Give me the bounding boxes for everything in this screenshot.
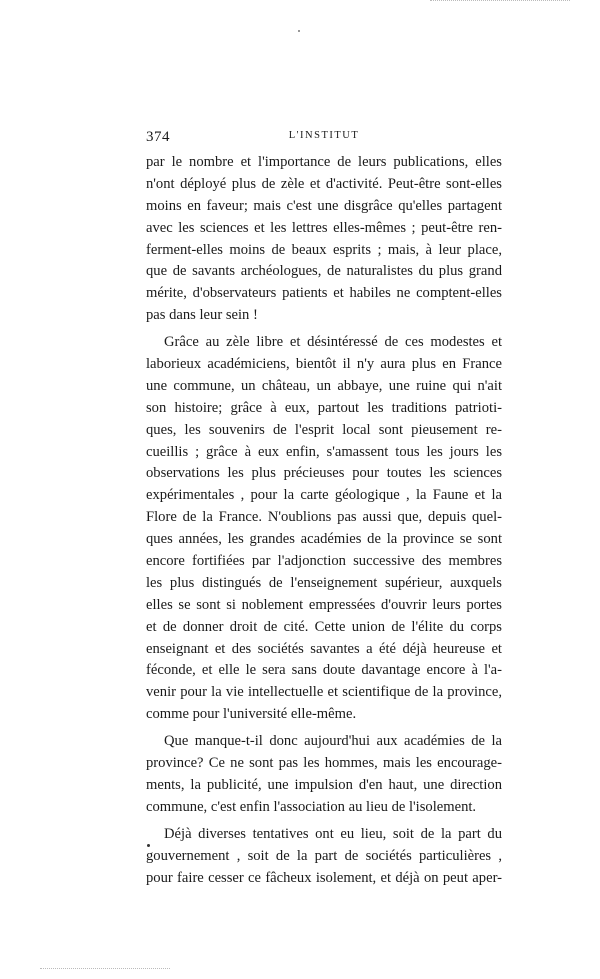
page-number: 374 xyxy=(146,129,170,145)
text-line: et de donner droit de cité. Cette union de l'élite du corps xyxy=(146,618,502,635)
text-line: comme pour l'université elle-même. xyxy=(146,706,357,723)
paragraph xyxy=(146,332,502,726)
text-line: elles se sont si noblement empressées d'ouvrir leurs portes xyxy=(146,596,502,613)
text-line: pour faire cesser ce fâcheux isolement, et déjà on peut aper- xyxy=(146,869,502,886)
scan-noise-bottom xyxy=(40,968,170,973)
text-line: Grâce au zèle libre et désintéressé de ces modestes et xyxy=(164,334,502,351)
text-line: laborieux académiciens, bientôt il n'y aura plus en France xyxy=(146,356,502,373)
scan-noise-top xyxy=(430,0,570,5)
scan-speck xyxy=(298,30,300,32)
text-line: que de savants archéologues, de naturalistes du plus grand xyxy=(146,263,502,280)
text-line: avec les sciences et les lettres elles-mêmes ; peut-être ren- xyxy=(146,219,502,236)
text-line: ments, la publicité, une impulsion d'en haut, une direction xyxy=(146,776,502,793)
page-header xyxy=(146,129,502,149)
text-line: moins en faveur; mais c'est une disgrâce qu'elles partagent xyxy=(146,197,502,214)
text-line: cueillis ; grâce à eux enfin, s'amassent tous les jours les xyxy=(146,443,502,460)
text-line: province? Ce ne sont pas les hommes, mais les encourage- xyxy=(146,755,502,772)
text-line: pas dans leur sein ! xyxy=(146,307,258,324)
text-line: ques, les souvenirs de l'esprit local sont pieusement re- xyxy=(146,421,502,438)
text-line: par le nombre et l'importance de leurs publications, elles xyxy=(146,154,502,170)
paragraph xyxy=(146,152,502,327)
paragraph xyxy=(146,731,502,819)
text-line: venir pour la vie intellectuelle et scientifique de la province, xyxy=(146,684,502,701)
running-head: L'INSTITUT xyxy=(288,130,360,141)
text-line: ques années, les grandes académies de la province se sont xyxy=(146,531,502,548)
text-line: commune, c'est enfin l'association au lieu de l'isolement. xyxy=(146,798,477,815)
text-line: ferment-elles moins de beaux esprits ; mais, à leur place, xyxy=(146,241,502,258)
text-line: une commune, un château, un abbaye, une ruine qui n'ait xyxy=(146,377,502,394)
body-text xyxy=(146,152,502,889)
text-line: Déjà diverses tentatives ont eu lieu, soit de la part du xyxy=(164,825,502,842)
text-line: Flore de la France. N'oublions pas aussi que, depuis quel- xyxy=(146,509,502,526)
text-line: les plus distingués de l'enseignement supérieur, auxquels xyxy=(146,574,502,591)
text-line: n'ont déployé plus de zèle et d'activité. Peut-être sont-elles xyxy=(146,175,502,192)
text-line: enseignant et des sociétés savantes a été déjà heureuse et xyxy=(146,640,502,657)
text-line: expérimentales , pour la carte géologique , la Faune et la xyxy=(146,487,502,504)
text-line: son histoire; grâce à eux, partout les traditions patrioti- xyxy=(146,399,502,416)
paragraph xyxy=(146,824,502,890)
scan-speck xyxy=(147,844,150,847)
text-line: observations les plus précieuses pour toutes les sciences xyxy=(146,465,502,482)
text-line: encore fortifiées par l'adjonction successive des membres xyxy=(146,553,502,570)
text-line: Que manque-t-il donc aujourd'hui aux académies de la xyxy=(164,733,502,750)
text-line: féconde, et elle le sera sans doute davantage encore à l'a- xyxy=(146,662,502,679)
text-line: gouvernement , soit de la part de sociétés particulières , xyxy=(146,847,502,864)
text-line: mérite, d'observateurs patients et habiles ne comptent-elles xyxy=(146,285,502,302)
